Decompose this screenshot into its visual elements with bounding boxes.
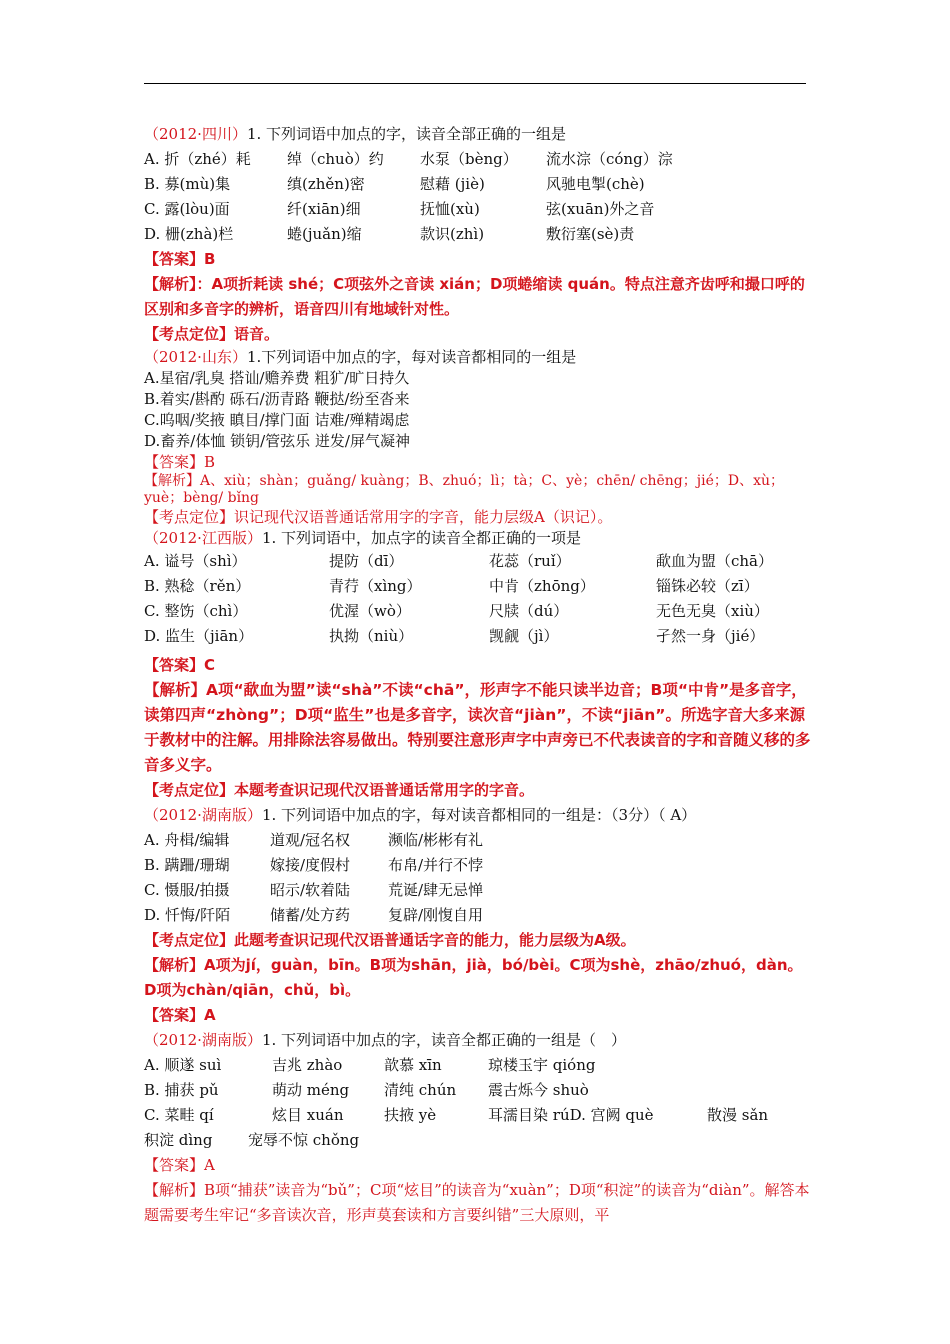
q4-point: 【考点定位】此题考查识记现代汉语普通话字音的能力，能力层级为A级。 [144, 931, 636, 949]
q1-stem [144, 122, 812, 147]
q1-analysis: 【解析】：A项折耗读 shé；C项弦外之音读 xián；D项蜷缩读 quán。特点注意齐齿呼和撮口呼的区别和多音字的辨析，语音四川有地域针对性。 [144, 275, 805, 318]
q3-stem-text: 1. 下列词语中，加点字的读音全都正确的一项是 [261, 529, 582, 547]
q5-option-b: B. 捕获 pǔ 萌动 méng 清纯 chún 震古烁今 shuò [144, 1081, 589, 1099]
q5-analysis: 【解析】B项“捕获”读音为“bǔ”；C项“炫目”的读音为“xuàn”；D项“积淀”的读音为“diàn”。解答本题需要考生牢记“多音读次音，形声莫套读和方言要纠错”三大原则，平 [144, 1181, 810, 1224]
q5-option-d-cont: 积淀 dìng 宠辱不惊 chǒng [144, 1131, 360, 1149]
q3-point: 【考点定位】本题考查识记现代汉语普通话常用字的字音。 [144, 781, 535, 799]
q1-stem-text: 1. 下列词语中加点的字，读音全部正确的一组是 [246, 125, 567, 143]
q2-option-d: D.畜养/体恤 锁钥/管弦乐 迸发/屏气凝神 [144, 432, 410, 450]
q4-stem [144, 803, 812, 828]
q5-answer: 【答案】A [144, 1156, 215, 1174]
q5-stem [144, 1028, 812, 1053]
q4-analysis: 【解析】A项为jí，guàn，bīn。B项为shān，jià，bó/bèi。C项为shè，zhāo/zhuó，dàn。D项为chàn/qiān，chǔ，bì。 [144, 956, 803, 999]
q3-option-c: C. 整饬（chì） 优渥（wò） 尺牍（dú） 无色无臭（xiù） [144, 602, 769, 620]
q2-stem-text: 1.下列词语中加点的字，每对读音都相同的一组是 [246, 348, 577, 366]
q3-source: （2012·江西版） [144, 529, 262, 547]
q2-option-c: C.呜咽/奖掖 瞋目/撑门面 诘难/殚精竭虑 [144, 411, 410, 429]
q3-stem [144, 528, 812, 549]
q2-source: （2012·山东） [144, 348, 247, 366]
q4-source: （2012·湖南版） [144, 806, 262, 824]
q3-option-b: B. 熟稔（rěn） 青荇（xìng） 中肯（zhōng） 锱铢必较（zī） [144, 577, 759, 595]
q3-option-a: A. 谥号（shì） 提防（dī） 花蕊（ruǐ） 歃血为盟（chā） [144, 552, 774, 570]
q2-option-b: B.着实/斟酌 砾石/沥青路 鞭挞/纷至沓来 [144, 390, 410, 408]
q4-option-a: A. 舟楫/编辑 道观/冠名权 濒临/彬彬有礼 [144, 831, 484, 849]
q1-option-c: C. 露(lòu)面 纤(xiān)细 抚恤(xù) 弦(xuān)外之音 [144, 200, 655, 218]
q2-option-a: A.星宿/乳臭 搭讪/赡养费 粗犷/旷日持久 [144, 369, 410, 387]
q3-analysis: 【解析】A项“歃血为盟”读“shà”不读“chā”，形声字不能只读半边音；B项“中肯”是多音字，读第四声“zhòng”；D项“监生”也是多音字，读次音“jiàn”，不读“jiān”。所选字音大多来源于教材中的注解。用排除法容易做出。特别要注意形声字中声旁已不代表读音的字和音随义移的多音多义字。 [144, 681, 811, 774]
q1-option-a: A. 折（zhé）耗 绰（chuò）约 水泵（bèng） 流水淙（cóng）淙 [144, 150, 673, 168]
q2-analysis: 【解析】A、xiù；shàn；guǎng/ kuàng；B、zhuó；lì；tà；C、yè；chēn/ chēng；jié；D、xù；yuè；bèng/ bǐng [144, 473, 785, 506]
q4-answer: 【答案】A [144, 1006, 216, 1024]
q4-option-d: D. 忏悔/阡陌 储蓄/处方药 复辟/刚愎自用 [144, 906, 484, 924]
q4-option-c: C. 慑服/拍摄 昭示/软着陆 荒诞/肆无忌惮 [144, 881, 484, 899]
q1-point: 【考点定位】语音。 [144, 325, 280, 343]
q1-answer: 【答案】B [144, 250, 216, 268]
q3-answer: 【答案】C [144, 656, 216, 674]
header-rule [144, 83, 806, 84]
q1-option-b: B. 募(mù)集 缜(zhěn)密 慰藉 (jiè) 风驰电掣(chè) [144, 175, 645, 193]
q4-option-b: B. 蹒跚/珊瑚 嫁接/度假村 布帛/并行不悖 [144, 856, 484, 874]
q1-source: （2012·四川） [144, 125, 247, 143]
q5-source: （2012·湖南版） [144, 1031, 262, 1049]
q5-stem-text: 1. 下列词语中加点的字，读音全都正确的一组是（ ） [261, 1031, 627, 1049]
document-body [144, 122, 812, 1228]
q1-option-d: D. 栅(zhà)栏 蜷(juǎn)缩 款识(zhì) 敷衍塞(sè)责 [144, 225, 635, 243]
q5-option-a: A. 顺遂 suì 吉兆 zhào 歆慕 xīn 琼楼玉宇 qióng [144, 1056, 596, 1074]
q2-answer: 【答案】B [144, 453, 216, 471]
q3-option-d: D. 监生（jiān） 执拗（niù） 觊觎（jì） 孑然一身（jié） [144, 627, 765, 645]
q5-option-c: C. 菜畦 qí 炫目 xuán 扶掖 yè 耳濡目染 rúD. 宫阙 què 散漫 sǎn [144, 1106, 769, 1124]
q2-point: 【考点定位】识记现代汉语普通话常用字的字音，能力层级A（识记）。 [144, 508, 613, 526]
q4-stem-text: 1. 下列词语中加点的字，每对读音都相同的一组是：（3分）（ A） [261, 806, 697, 824]
q2-stem [144, 347, 812, 368]
